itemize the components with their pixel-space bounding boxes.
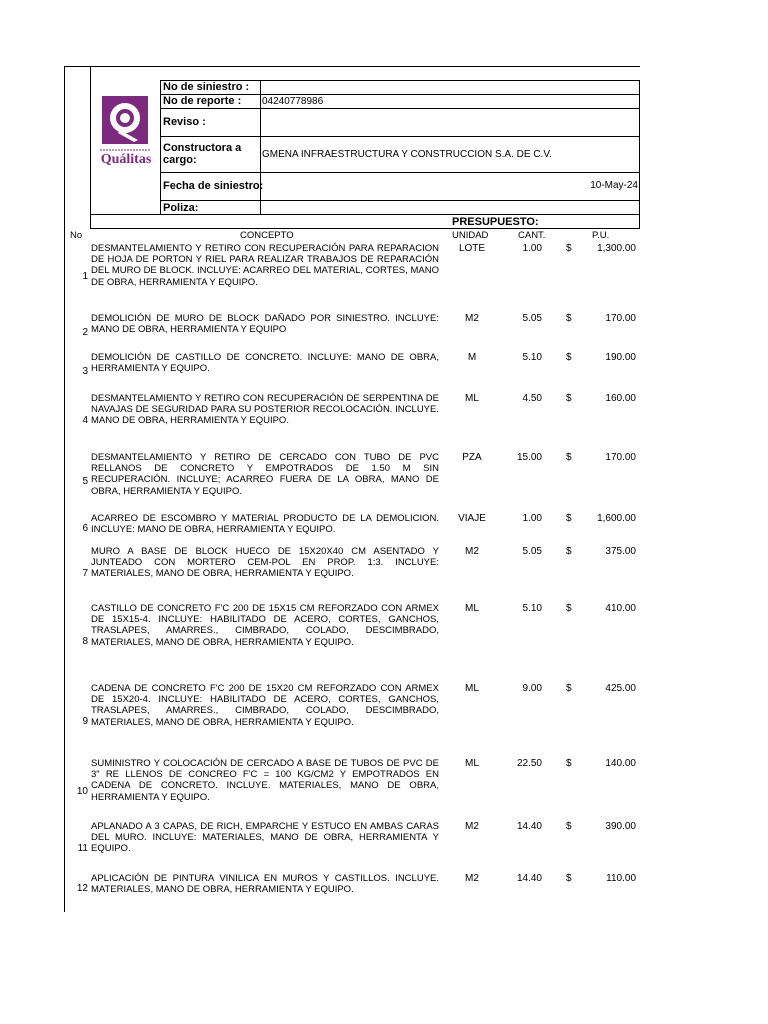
hdr-line-3 — [160, 108, 640, 109]
row-precio-unitario: 110.00 — [606, 873, 636, 884]
row-number: 4 — [82, 415, 88, 426]
logo-right-line — [160, 80, 161, 215]
constructora-label: Constructora a cargo: — [163, 142, 242, 166]
row-currency: $ — [566, 393, 572, 404]
row-concepto: APLICACIÓN DE PINTURA VINILICA EN MUROS Y CASTILLOS. INCLUYE. MATERIALES, MANO DE OBRA, HERRAMIENTA Y EQUIPO. — [91, 873, 439, 896]
row-number: 8 — [82, 636, 88, 647]
right-col-line — [639, 80, 640, 228]
frame-top-line — [64, 66, 640, 67]
row-number: 11 — [77, 843, 88, 854]
constructora-value[interactable]: GMENA INFRAESTRUCTURA Y CONSTRUCCION S.A. DE C.V. — [262, 149, 552, 160]
row-currency: $ — [566, 352, 572, 363]
row-cantidad: 4.50 — [522, 393, 542, 404]
row-currency: $ — [566, 603, 572, 614]
row-number: 9 — [82, 716, 88, 727]
row-unidad: M — [467, 352, 477, 363]
row-concepto: MURO A BASE DE BLOCK HUECO DE 15X20X40 CM ASENTADO Y JUNTEADO CON MORTERO CEM-POL EN PROP. 1:3. INCLUYE: MATERIALES, MANO DE OBRA, HERRAMIENTA Y EQUIPO. — [91, 546, 439, 580]
row-currency: $ — [566, 821, 572, 832]
qualitas-logo — [94, 92, 156, 178]
logo-left-line — [90, 66, 91, 228]
label-col-line — [260, 80, 261, 215]
row-concepto: DESMANTELAMIENTO Y RETIRO DE CERCADO CON TUBO DE PVC RELLANOS DE CONCRETO Y EMPOTRADOS DE 1.50 M SIN RECUPERACIÓN. INCLUYE; ACARREO FUERA DE LA OBRA, MANO DE OBRA, HERRAMIENTA Y EQUIPO. — [91, 452, 439, 497]
row-concepto: DESMANTELAMIENTO Y RETIRO CON RECUPERACIÓN PARA REPARACION DE HOJA DE PORTON Y RIEL PARA REALIZAR TRABAJOS DE REPARACIÓN DEL MURO DE BLOCK. INCLUYE: ACARREO DEL MATERIAL, CORTES, MANO DE OBRA, HERRAMIENTA Y EQUIPO. — [91, 243, 439, 288]
row-number: 3 — [82, 366, 88, 377]
row-cantidad: 9.00 — [522, 683, 542, 694]
row-cantidad: 5.05 — [522, 546, 542, 557]
siniestro-label: No de siniestro : — [163, 81, 250, 93]
row-number: 6 — [82, 523, 88, 534]
row-unidad: VIAJE — [458, 513, 486, 524]
row-currency: $ — [566, 513, 572, 524]
row-number: 5 — [82, 476, 88, 487]
row-cantidad: 14.40 — [516, 873, 542, 884]
row-cantidad: 5.05 — [522, 313, 542, 324]
row-number: 7 — [82, 568, 88, 579]
row-precio-unitario: 170.00 — [605, 313, 636, 324]
presupuesto-title: PRESUPUESTO: — [452, 216, 539, 228]
reviso-label: Reviso : — [163, 116, 206, 128]
reporte-value[interactable]: 04240778986 — [262, 96, 324, 107]
fecha-label: Fecha de siniestro: — [163, 180, 264, 192]
row-precio-unitario: 410.00 — [605, 603, 636, 614]
row-currency: $ — [566, 243, 572, 254]
logo-wordmark: Quálitas — [100, 152, 152, 167]
row-precio-unitario: 1,600.00 — [597, 513, 636, 524]
row-concepto: APLANADO A 3 CAPAS, DE RICH, EMPARCHE Y ESTUCO EN AMBAS CARAS DEL MURO. INCLUYE: MATERIALES, MANO DE OBRA, HERRAMIENTA Y EQUIPO. — [91, 821, 439, 855]
row-precio-unitario: 390.00 — [605, 821, 636, 832]
row-precio-unitario: 140.00 — [605, 758, 636, 769]
row-precio-unitario: 190.00 — [605, 352, 636, 363]
row-number: 10 — [76, 786, 88, 797]
row-unidad: M2 — [465, 821, 479, 832]
row-currency: $ — [566, 873, 572, 884]
row-number: 1 — [82, 271, 88, 282]
fecha-value[interactable]: 10-May-24 — [590, 180, 638, 191]
row-precio-unitario: 170.00 — [605, 452, 636, 463]
row-precio-unitario: 375.00 — [605, 546, 636, 557]
row-unidad: M2 — [465, 873, 479, 884]
row-cantidad: 5.10 — [522, 603, 542, 614]
hdr-line-8 — [90, 228, 640, 229]
row-concepto: SUMINISTRO Y COLOCACIÓN DE CERCADO A BASE DE TUBOS DE PVC DE 3" RE LLENOS DE CONCREO F'C = 100 KG/CM2 Y EMPOTRADOS EN CADENA DE CONCRETO. INCLUYE. MATERIALES, MANO DE OBRA, HERRAMIENTA Y EQUIPO. — [91, 758, 439, 803]
col-header-concepto: CONCEPTO — [240, 230, 294, 241]
row-cantidad: 1.00 — [522, 513, 542, 524]
row-unidad: ML — [465, 393, 479, 404]
hdr-line-4 — [160, 136, 640, 137]
row-unidad: LOTE — [458, 243, 486, 254]
poliza-label: Poliza: — [163, 202, 199, 214]
row-cantidad: 14.40 — [516, 821, 542, 832]
col-header-no: No — [70, 230, 83, 241]
row-cantidad: 15.00 — [516, 452, 542, 463]
row-unidad: ML — [465, 758, 479, 769]
row-precio-unitario: 160.00 — [605, 393, 636, 404]
hdr-line-6 — [160, 200, 640, 201]
row-unidad: ML — [465, 683, 479, 694]
reporte-label: No de reporte : — [163, 95, 242, 107]
row-cantidad: 1.00 — [522, 243, 542, 254]
row-unidad: M2 — [465, 546, 479, 557]
row-concepto: ACARREO DE ESCOMBRO Y MATERIAL PRODUCTO DE LA DEMOLICION. INCLUYE: MANO DE OBRA, HERRAMIENTA Y EQUIPO. — [91, 513, 439, 536]
row-unidad: PZA — [462, 452, 482, 463]
row-currency: $ — [566, 758, 572, 769]
row-concepto: DESMANTELAMIENTO Y RETIRO CON RECUPERACIÓN DE SERPENTINA DE NAVAJAS DE SEGURIDAD PARA SU POSTERIOR RECOLOCACIÓN. INCLUYE. MANO DE OBRA, HERRAMIENTA Y EQUIPO. — [91, 393, 439, 427]
row-currency: $ — [566, 452, 572, 463]
row-unidad: M2 — [465, 313, 479, 324]
row-currency: $ — [566, 546, 572, 557]
row-number: 2 — [82, 327, 88, 338]
row-concepto: DEMOLICIÓN DE MURO DE BLOCK DAÑADO POR SINIESTRO. INCLUYE: MANO DE OBRA, HERRAMIENTA Y EQUIPO — [91, 313, 439, 336]
row-cantidad: 5.10 — [522, 352, 542, 363]
row-currency: $ — [566, 313, 572, 324]
row-number: 12 — [76, 883, 88, 894]
hdr-line-5 — [160, 172, 640, 173]
row-unidad: ML — [465, 603, 479, 614]
row-precio-unitario: 425.00 — [605, 683, 636, 694]
row-cantidad: 22.50 — [516, 758, 542, 769]
hdr-line-7 — [90, 214, 640, 215]
col-header-cant: CANT. — [518, 230, 546, 241]
row-currency: $ — [566, 683, 572, 694]
row-precio-unitario: 1,300.00 — [597, 243, 636, 254]
row-concepto: CASTILLO DE CONCRETO F'C 200 DE 15X15 CM REFORZADO CON ARMEX DE 15X15-4. INCLUYE: HABILITADO DE ACERO, CORTES, GANCHOS, TRASLAPES, AMARRES., CIMBRADO, COLADO, DESCIMBRADO, MATERIALES, MANO DE OBRA, HERRAMIENTA Y EQUIPO. — [91, 603, 439, 648]
col-header-unidad: UNIDAD — [452, 230, 489, 241]
col-header-pu: P.U. — [592, 230, 610, 241]
row-concepto: CADENA DE CONCRETO F'C 200 DE 15X20 CM REFORZADO CON ARMEX DE 15X20-4. INCLUYE: HABILITADO DE ACERO, CORTES, GANCHOS, TRASLAPES, AMARRES., CIMBRADO, COLADO, DESCIMBRADO, MATERIALES, MANO DE OBRA, HERRAMIENTA Y EQUIPO. — [91, 683, 439, 728]
row-concepto: DEMOLICIÓN DE CASTILLO DE CONCRETO. INCLUYE: MANO DE OBRA, HERRAMIENTA Y EQUIPO. — [91, 352, 439, 375]
